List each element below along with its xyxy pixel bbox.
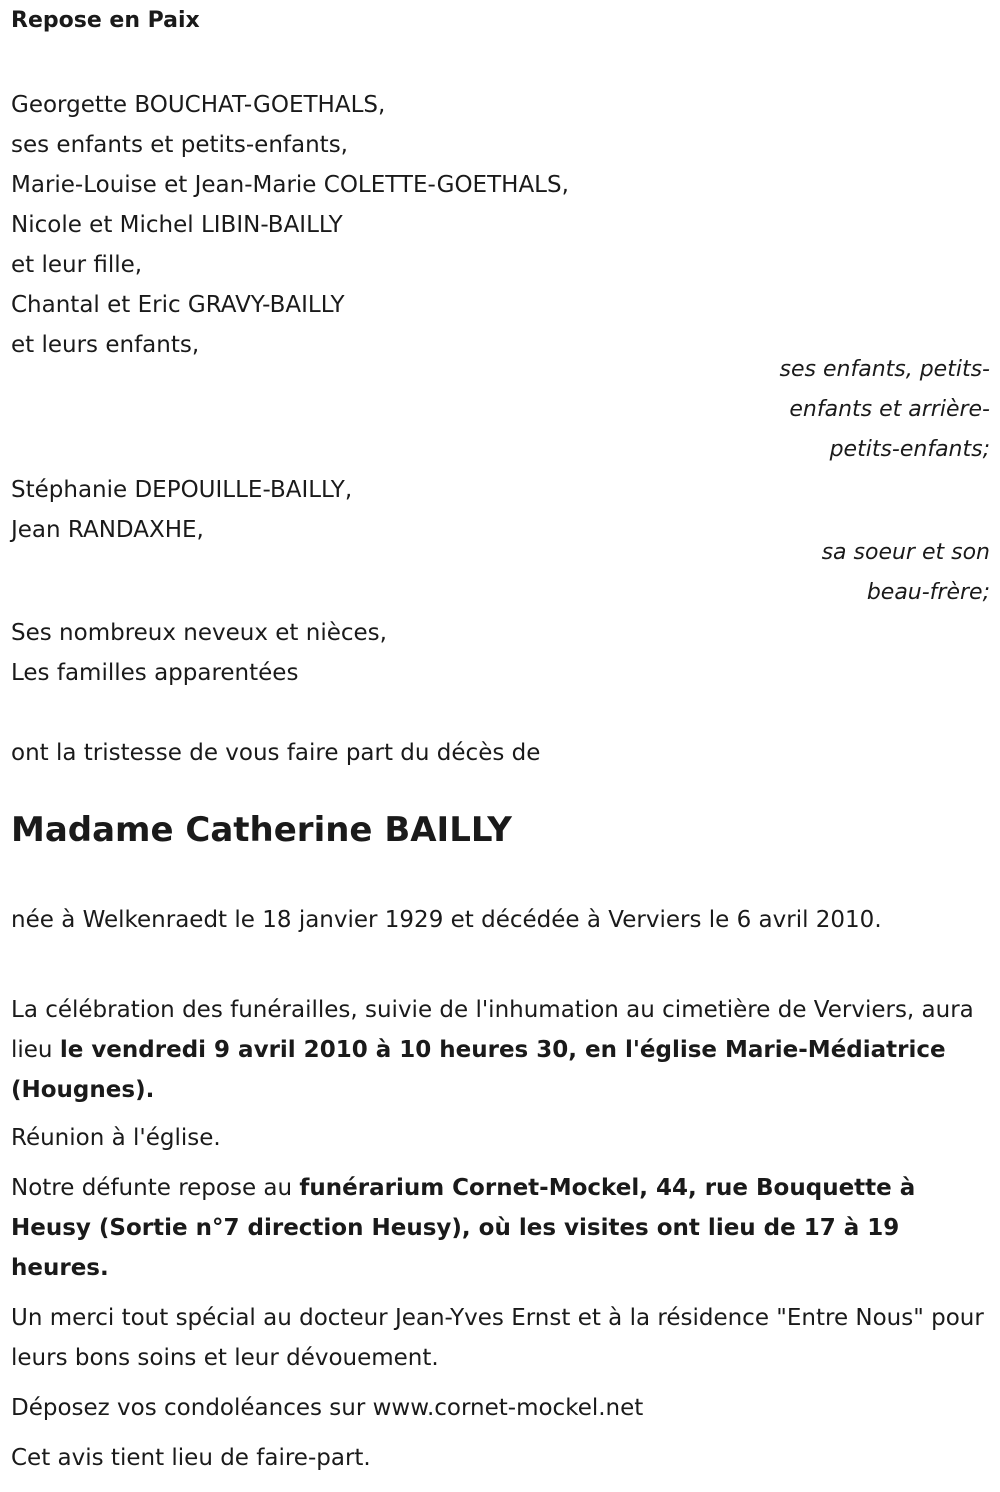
funeral-text: La célébration des funérailles, suivie de l'inhumation au cimetière de Verviers, aura lieu [11,997,974,1063]
family-line: Les familles apparentées [11,660,299,686]
funeral-details: le vendredi 9 avril 2010 à 10 heures 30, en l'église Marie-Médiatrice (Hougnes). [11,1037,946,1103]
relation-line: petits-enfants; [829,437,990,462]
thanks: Un merci tout spécial au docteur Jean-Yves Ernst et à la résidence "Entre Nous" pour leurs bons soins et leur dévouement. [11,1305,984,1371]
birth-death: née à Welkenraedt le 18 janvier 1929 et décédée à Verviers le 6 avril 2010. [11,907,882,933]
family-line: Georgette BOUCHAT-GOETHALS, [11,92,386,118]
relation-line: sa soeur et son [821,540,990,565]
family-line: Nicole et Michel LIBIN-BAILLY [11,212,343,238]
rest-details: funérarium Cornet-Mockel, 44, rue Bouquette à Heusy (Sortie n°7 direction Heusy), où les visites ont lieu de 17 à 19 heures. [11,1175,916,1281]
family-line: Marie-Louise et Jean-Marie COLETTE-GOETHALS, [11,172,569,198]
family-line: Jean RANDAXHE, [11,517,204,543]
rest-info [11,1168,996,1288]
relation-line: ses enfants, petits- [779,357,990,382]
family-line: Stéphanie DEPOUILLE-BAILLY, [11,477,353,503]
family-line: et leurs enfants, [11,332,200,358]
family-line: et leur fille, [11,252,143,278]
notice: Cet avis tient lieu de faire-part. [11,1445,371,1471]
family-line: Ses nombreux neveux et nièces, [11,620,387,646]
relation-line: enfants et arrière- [789,397,990,422]
funeral-info [11,990,996,1110]
page-title: Repose en Paix [11,8,200,33]
condolences: Déposez vos condoléances sur www.cornet-mockel.net [11,1395,644,1421]
deceased-name: Madame Catherine BAILLY [11,810,512,850]
announcement: ont la tristesse de vous faire part du décès de [11,740,541,766]
family-line: Chantal et Eric GRAVY-BAILLY [11,292,345,318]
meeting: Réunion à l'église. [11,1125,221,1151]
relation-line: beau-frère; [866,580,990,605]
rest-text: Notre défunte repose au [11,1175,300,1201]
family-line: ses enfants et petits-enfants, [11,132,348,158]
